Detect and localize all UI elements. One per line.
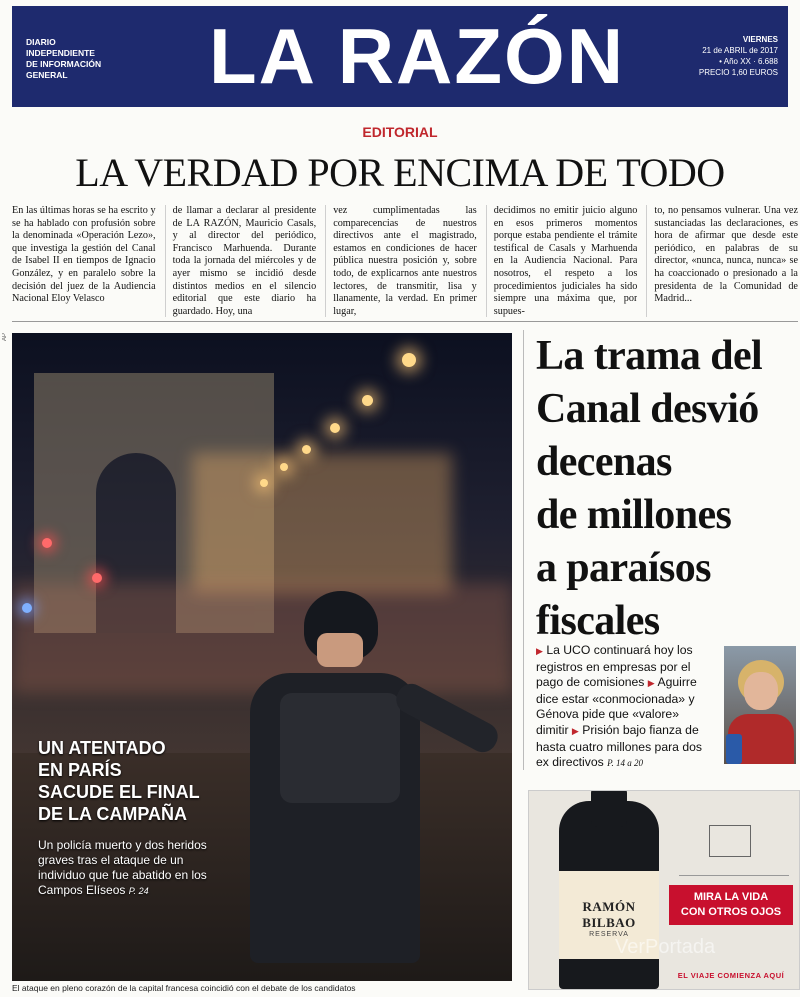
masthead-tagline bbox=[26, 37, 136, 81]
tagline-line-4: GENERAL bbox=[26, 70, 68, 80]
photo-story-headline[interactable]: UN ATENTADO EN PARÍS SACUDE EL FINAL DE LA CAMPAÑA bbox=[38, 738, 200, 824]
photo-story-summary: Un policía muerto y dos heridos graves tras el ataque de un individuo que fue abatido en los Campos Elíseos P. 24 bbox=[38, 838, 207, 897]
street-light bbox=[260, 479, 268, 487]
issue-day: VIERNES bbox=[742, 35, 778, 44]
column-divider bbox=[523, 330, 524, 770]
police-light bbox=[42, 538, 52, 548]
page-reference[interactable]: P. 24 bbox=[128, 886, 149, 896]
editorial-column-2: de llamar a declarar al presidente de LA RAZÓN, Mauricio Casals, y al director del periódico, Francisco Marhuenda. Durante toda la jornada del miércoles y de ayer mismo se incidió desde distintos medios en el silencio editorial que este diario ha guardado. Hoy, una bbox=[165, 205, 317, 317]
wine-brand: RAMÓN BILBAO bbox=[582, 899, 636, 930]
street-light bbox=[362, 395, 373, 406]
editorial-column-5: to, no pensamos vulnerar. Una vez sustanciadas las declaraciones, es hora de afirmar que desde este periódico, en palabras de su director, «nunca, nunca, nunca» se ha coaccionado o presionado a la presidenta de la Comunidad de Madrid... bbox=[646, 205, 798, 317]
aguirre-photo bbox=[724, 646, 796, 764]
masthead bbox=[12, 6, 788, 107]
street-light bbox=[280, 463, 288, 471]
bullet-arrow-icon: ▶ bbox=[647, 678, 655, 689]
police-light bbox=[22, 603, 32, 613]
editorial-column-3: vez cumplimentadas las comparecencias de nuestros directivos ante el magistrado, estamos en condiciones de hacer pública nuestra posición y, sobre todo, de explicarnos ante nuestros lectores, de transmitir, lisa y llanamente, la verdad. En primer lugar, bbox=[325, 205, 477, 317]
editorial-body bbox=[12, 205, 798, 317]
section-divider bbox=[12, 321, 798, 322]
street-light bbox=[302, 445, 311, 454]
watermark: VerPortada bbox=[615, 936, 716, 958]
wine-type: RESERVA bbox=[589, 931, 629, 938]
bullet-arrow-icon: ▶ bbox=[536, 646, 543, 656]
ad-footer: EL VIAJE COMIENZA AQUÍ bbox=[677, 971, 785, 980]
street-light bbox=[402, 353, 416, 367]
editorial-column-1: En las últimas horas se ha escrito y se ha hablado con profusión sobre la denominada «Operación Lezo», que investiga la gestión del Canal de Isabel II en tiempos de Ignacio González, y en paralelo sobre la decisión del juez de la Audiencia Nacional Eloy Velasco bbox=[12, 205, 156, 305]
issue-price: PRECIO 1,60 EUROS bbox=[698, 68, 778, 77]
issue-date: 21 de ABRIL de 2017 bbox=[702, 46, 778, 55]
lead-summary: ▶ La UCO continuará hoy los registros en empresas por el pago de comisiones ▶ Aguirre dice estar «conmocionada» y Génova pide que «valore» dimitir ▶ Prisión bajo fianza de hasta cuatro millones para dos ex directivos P. 14 a 20 bbox=[536, 643, 702, 770]
microphone-icon bbox=[726, 734, 742, 764]
tagline-line-1: DIARIO bbox=[26, 37, 56, 47]
issue-number: • Año XX · 6.688 bbox=[719, 57, 778, 66]
masthead-issue-info bbox=[668, 34, 778, 78]
ad-slogan: MIRA LA VIDA CON OTROS OJOS bbox=[669, 885, 793, 925]
wine-advertisement[interactable] bbox=[528, 790, 800, 990]
bullet-arrow-icon: ▶ bbox=[571, 725, 579, 736]
police-light bbox=[92, 573, 102, 583]
page-reference[interactable]: P. 14 a 20 bbox=[607, 758, 643, 769]
photo-caption: El ataque en pleno corazón de la capital francesa coincidió con el debate de los candidatos bbox=[12, 983, 356, 993]
editorial-label: EDITORIAL bbox=[362, 124, 438, 140]
tagline-line-2: INDEPENDIENTE bbox=[26, 48, 95, 58]
street-light bbox=[330, 423, 340, 433]
lead-headline[interactable]: La trama del Canal desvió decenas de millones a paraísos fiscales bbox=[536, 333, 763, 644]
editorial-title: LA VERDAD POR ENCIMA DE TODO bbox=[75, 150, 725, 195]
tagline-line-3: DE INFORMACIÓN bbox=[26, 59, 102, 69]
editorial-column-4: decidimos no emitir juicio alguno en esos primeros momentos porque estaba pendiente el trámite testifical de Casals y Marhuenda en la Audiencia Nacional. Para nosotros, el respeto a los procedimientos judiciales ha sido siempre una máxima que, por supues- bbox=[486, 205, 638, 317]
newspaper-logo: LA RAZÓN bbox=[208, 12, 626, 100]
photo-credit: AP bbox=[2, 333, 8, 342]
vineyard-sketch bbox=[679, 805, 789, 876]
